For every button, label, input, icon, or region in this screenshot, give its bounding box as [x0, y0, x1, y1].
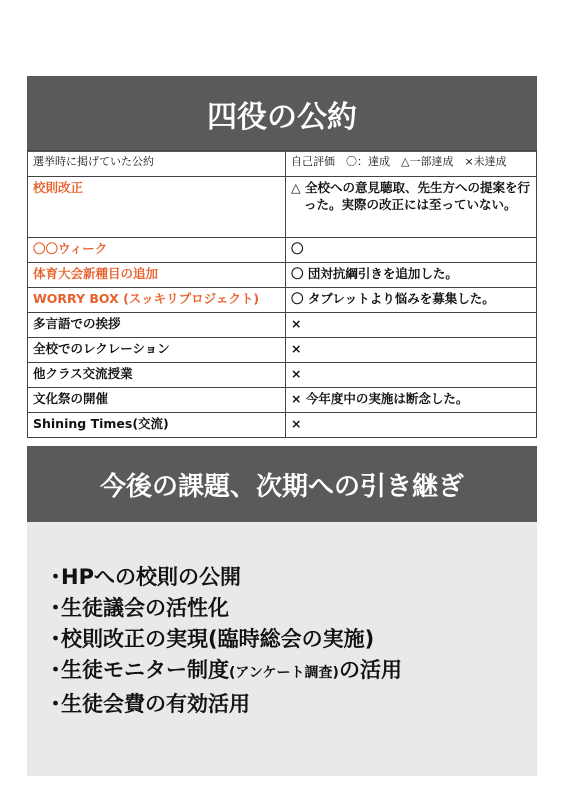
pledge-cell: 体育大会新種目の追加 [28, 263, 286, 288]
item-note: (アンケート調査) [229, 665, 339, 681]
pledge-table [27, 150, 537, 438]
bullet: ・ [45, 596, 66, 620]
evaluation-cell: × [286, 363, 537, 388]
list-item [45, 689, 537, 720]
table-row [28, 263, 537, 288]
table-row [28, 338, 537, 363]
pledge-cell: 文化祭の開催 [28, 388, 286, 413]
item-text: 生徒議会の活性化 [61, 596, 229, 620]
list-item [45, 593, 537, 624]
header-evaluation: 自己評価 〇：達成 △一部達成 ×未達成 [286, 151, 537, 177]
evaluation-cell: × [286, 413, 537, 438]
evaluation-cell: × [286, 313, 537, 338]
evaluation-cell: 〇 タブレットより悩みを募集した。 [286, 288, 537, 313]
evaluation-cell: × 今年度中の実施は断念した。 [286, 388, 537, 413]
page-title: 四役の公約 [27, 76, 537, 152]
list-item [45, 624, 537, 655]
header-pledge: 選挙時に掲げていた公約 [28, 151, 286, 177]
evaluation-cell: 〇 [286, 238, 537, 263]
bullet: ・ [45, 627, 66, 651]
pledge-cell: Shining Times(交流) [28, 413, 286, 438]
table-row [28, 413, 537, 438]
tasks-list [27, 522, 537, 720]
item-text: HPへの校則の公開 [61, 565, 241, 589]
tasks-panel [27, 522, 537, 776]
evaluation-cell: 〇 団対抗綱引きを追加した。 [286, 263, 537, 288]
pledge-cell: 他クラス交流授業 [28, 363, 286, 388]
item-text: 生徒モニター制度 [61, 658, 229, 682]
list-item [45, 562, 537, 593]
pledge-cell: WORRY BOX (スッキリプロジェクト) [28, 288, 286, 313]
bullet: ・ [45, 692, 66, 716]
bullet: ・ [45, 565, 66, 589]
table-row [28, 313, 537, 338]
pledge-cell: 〇〇ウィーク [28, 238, 286, 263]
table-row [28, 288, 537, 313]
table-row [28, 177, 537, 238]
table-row [28, 238, 537, 263]
table-header-row [28, 151, 537, 177]
bullet: ・ [45, 658, 66, 682]
evaluation-cell: × [286, 338, 537, 363]
item-text: 校則改正の実現(臨時総会の実施) [61, 627, 375, 651]
list-item [45, 655, 537, 689]
evaluation-cell: △ 全校への意見聴取、先生方への提案を行った。実際の改正には至っていない。 [286, 177, 537, 238]
section-title: 今後の課題、次期への引き継ぎ [27, 446, 537, 522]
table-row [28, 363, 537, 388]
item-text: 生徒会費の有効活用 [61, 692, 250, 716]
table-row [28, 388, 537, 413]
pledge-cell: 全校でのレクレーション [28, 338, 286, 363]
pledge-cell: 校則改正 [28, 177, 286, 238]
item-text-after: の活用 [338, 658, 402, 682]
pledge-cell: 多言語での挨拶 [28, 313, 286, 338]
